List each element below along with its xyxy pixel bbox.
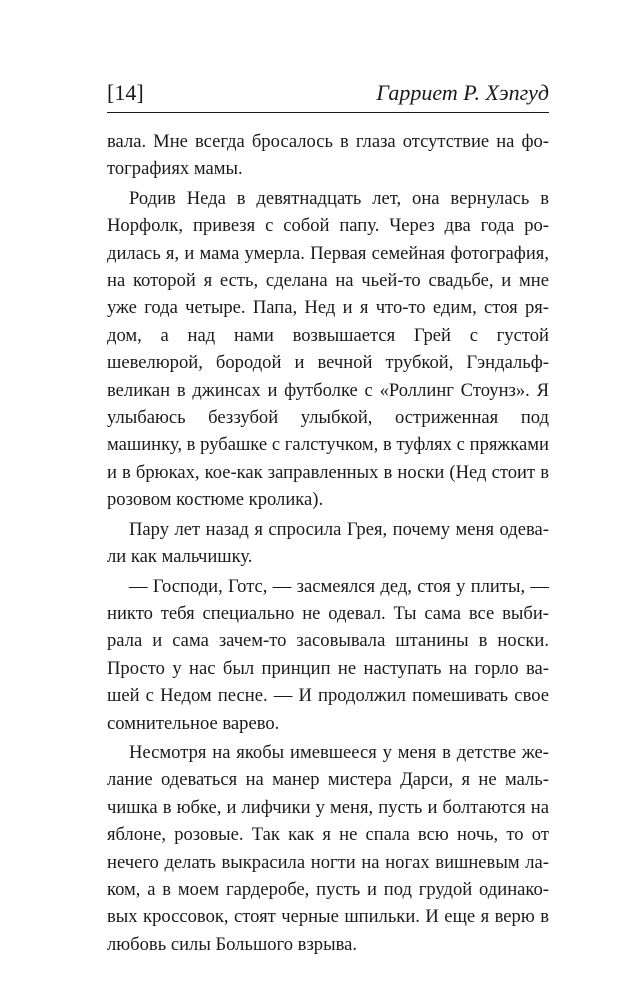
page-header bbox=[107, 78, 549, 108]
page-number: [14] bbox=[107, 80, 144, 105]
body-text bbox=[107, 128, 549, 958]
header-rule bbox=[107, 112, 549, 113]
paragraph: Несмотря на якобы имевшееся у меня в детстве желание одеваться на манер мистера Дарси, я не мальчишка в юбке, и лифчики у меня, пусть и болтаются на яблоне, розовые. Так как я не спала всю ночь, то от нечего делать выкрасила ногти на ногах вишневым лаком, а в моем гардеробе, пусть и под грудой одинаковых кроссовок, стоят черные шпильки. И еще я верю в любовь силы Большого взрыва. bbox=[107, 741, 549, 955]
paragraph: — Господи, Готс, — засмеялся дед, стоя у плиты, — никто тебя специально не одевал. Ты сама все выбирала и сама зачем-то засовывала штанины в носки. Просто у нас был принцип не наступать на горло вашей с Недом песне. — И продолжил помешивать свое сомнительное варево. bbox=[107, 575, 549, 734]
paragraph: вала. Мне всегда бросалось в глаза отсутствие на фотографиях мамы. bbox=[107, 131, 549, 180]
paragraph: Пару лет назад я спросила Грея, почему меня одевали как мальчишку. bbox=[107, 518, 549, 568]
paragraph: Родив Неда в девятнадцать лет, она вернулась в Норфолк, привезя с собой папу. Через два года родилась я, и мама умерла. Первая семейная фотография, на которой я есть, сделана на чьей-то свадьбе, и мне уже года четыре. Папа, Нед и я что-то едим, стоя рядом, а над нами возвышается Грей с густой шевелюрой, бородой и вечной трубкой, Гэндальф-великан в джинсах и футболке с «Роллинг Стоунз». Я улыбаюсь беззубой улыбкой, остриженная под машинку, в рубашке с галстучком, в туфлях с пряжками и в брюках, кое-как заправленных в носки (Нед стоит в розовом костюме кролика). bbox=[107, 187, 549, 511]
running-head-author: Гарриет Р. Хэпгуд bbox=[376, 80, 549, 105]
